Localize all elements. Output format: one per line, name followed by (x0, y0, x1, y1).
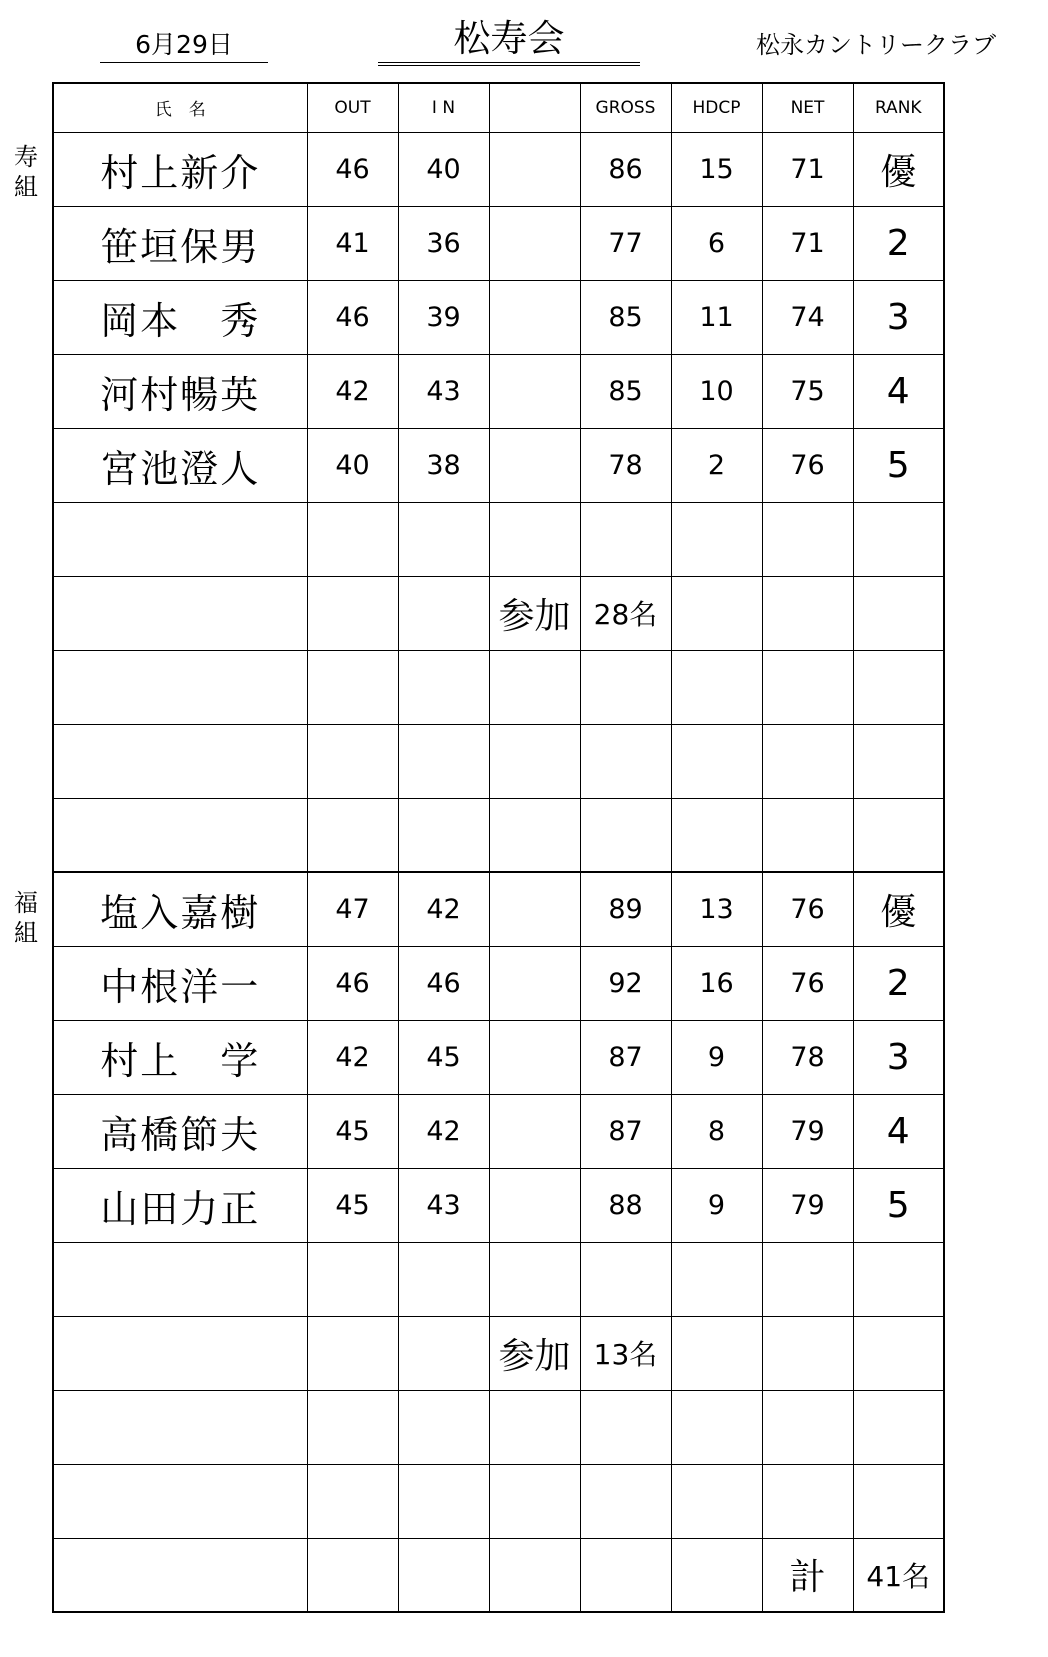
extra-cell (489, 1168, 580, 1242)
in-score (398, 724, 489, 798)
net-score (762, 1316, 853, 1390)
player-name (53, 724, 307, 798)
gross-score: 87 (580, 1094, 671, 1168)
net-score (762, 724, 853, 798)
extra-cell (489, 1464, 580, 1538)
total-label: 計 (762, 1538, 853, 1612)
table-row (53, 206, 944, 280)
extra-cell (489, 1242, 580, 1316)
name-header: 氏 名 (53, 83, 307, 132)
hdcp-value: 11 (671, 280, 762, 354)
extra-cell (489, 650, 580, 724)
club-name: 松永カントリークラブ (756, 31, 996, 59)
rank-value: 優 (853, 872, 944, 946)
out-score: 47 (307, 872, 398, 946)
table-row (53, 576, 944, 650)
hdcp-header: HDCP (671, 83, 762, 132)
out-score (307, 1316, 398, 1390)
out-score (307, 650, 398, 724)
in-header: I N (398, 83, 489, 132)
extra-cell (489, 132, 580, 206)
table-row (53, 1020, 944, 1094)
out-score: 46 (307, 132, 398, 206)
net-score (762, 502, 853, 576)
out-score (307, 1242, 398, 1316)
hdcp-value: 2 (671, 428, 762, 502)
group-label-kotobuki: 寿組 (14, 143, 38, 201)
net-score (762, 1242, 853, 1316)
participant-count: 13名 (580, 1316, 671, 1390)
net-score: 71 (762, 132, 853, 206)
hdcp-value: 6 (671, 206, 762, 280)
in-score (398, 650, 489, 724)
page-title: 松寿会 (378, 14, 640, 66)
blank-header (489, 83, 580, 132)
rank-value (853, 1316, 944, 1390)
rank-value: 4 (853, 1094, 944, 1168)
player-name (53, 1242, 307, 1316)
rank-value (853, 1390, 944, 1464)
hdcp-value (671, 724, 762, 798)
gross-score: 88 (580, 1168, 671, 1242)
rank-value: 4 (853, 354, 944, 428)
out-score (307, 1464, 398, 1538)
hdcp-value (671, 1538, 762, 1612)
extra-cell (489, 502, 580, 576)
gross-score (580, 1464, 671, 1538)
gross-score (580, 502, 671, 576)
in-score: 42 (398, 872, 489, 946)
out-score (307, 502, 398, 576)
score-table (52, 82, 945, 1613)
net-score (762, 798, 853, 872)
in-score: 43 (398, 354, 489, 428)
gross-score (580, 724, 671, 798)
player-name: 村上新介 (53, 132, 307, 206)
gross-score (580, 798, 671, 872)
rank-value: 2 (853, 946, 944, 1020)
rank-value (853, 576, 944, 650)
table-row (53, 428, 944, 502)
table-row (53, 132, 944, 206)
out-score: 46 (307, 946, 398, 1020)
extra-cell (489, 280, 580, 354)
in-score: 36 (398, 206, 489, 280)
out-score: 46 (307, 280, 398, 354)
in-score: 43 (398, 1168, 489, 1242)
hdcp-value (671, 502, 762, 576)
in-score (398, 1242, 489, 1316)
table-row (53, 872, 944, 946)
player-name: 高橋節夫 (53, 1094, 307, 1168)
player-name (53, 1538, 307, 1612)
extra-cell (489, 428, 580, 502)
gross-score: 78 (580, 428, 671, 502)
extra-cell (489, 798, 580, 872)
player-name: 岡本 秀 (53, 280, 307, 354)
out-score (307, 1390, 398, 1464)
gross-score: 85 (580, 354, 671, 428)
player-name: 笹垣保男 (53, 206, 307, 280)
extra-cell (489, 946, 580, 1020)
extra-cell (489, 872, 580, 946)
gross-score: 87 (580, 1020, 671, 1094)
in-score (398, 1538, 489, 1612)
hdcp-value (671, 798, 762, 872)
rank-header: RANK (853, 83, 944, 132)
gross-header: GROSS (580, 83, 671, 132)
net-header: NET (762, 83, 853, 132)
gross-score (580, 1242, 671, 1316)
hdcp-value (671, 1316, 762, 1390)
table-header-row (53, 83, 944, 132)
rank-value: 3 (853, 280, 944, 354)
out-score: 45 (307, 1094, 398, 1168)
rank-value: 3 (853, 1020, 944, 1094)
gross-score (580, 1390, 671, 1464)
table-row (53, 354, 944, 428)
participant-count: 28名 (580, 576, 671, 650)
net-score: 79 (762, 1168, 853, 1242)
extra-cell (489, 206, 580, 280)
gross-score: 77 (580, 206, 671, 280)
out-score: 41 (307, 206, 398, 280)
player-name (53, 502, 307, 576)
table-row (53, 1316, 944, 1390)
participant-label: 参加 (489, 1316, 580, 1390)
player-name (53, 1390, 307, 1464)
hdcp-value: 9 (671, 1168, 762, 1242)
table-row (53, 1538, 944, 1612)
in-score: 42 (398, 1094, 489, 1168)
net-score: 79 (762, 1094, 853, 1168)
out-header: OUT (307, 83, 398, 132)
player-name: 宮池澄人 (53, 428, 307, 502)
player-name (53, 798, 307, 872)
in-score (398, 1464, 489, 1538)
in-score (398, 576, 489, 650)
rank-value: 5 (853, 428, 944, 502)
rank-value: 5 (853, 1168, 944, 1242)
net-score (762, 650, 853, 724)
extra-cell (489, 724, 580, 798)
hdcp-value: 10 (671, 354, 762, 428)
in-score (398, 798, 489, 872)
out-score (307, 576, 398, 650)
event-date: 6月29日 (100, 28, 268, 63)
in-score: 40 (398, 132, 489, 206)
hdcp-value: 9 (671, 1020, 762, 1094)
net-score: 76 (762, 428, 853, 502)
net-score: 76 (762, 872, 853, 946)
table-row (53, 280, 944, 354)
rank-value (853, 1464, 944, 1538)
out-score (307, 724, 398, 798)
rank-value: 優 (853, 132, 944, 206)
hdcp-value (671, 1242, 762, 1316)
in-score: 45 (398, 1020, 489, 1094)
player-name: 中根洋一 (53, 946, 307, 1020)
player-name (53, 1316, 307, 1390)
rank-value (853, 1242, 944, 1316)
out-score: 45 (307, 1168, 398, 1242)
net-score (762, 1464, 853, 1538)
table-row (53, 650, 944, 724)
net-score: 71 (762, 206, 853, 280)
in-score: 38 (398, 428, 489, 502)
gross-score: 86 (580, 132, 671, 206)
player-name (53, 650, 307, 724)
out-score: 42 (307, 1020, 398, 1094)
table-row (53, 724, 944, 798)
out-score: 40 (307, 428, 398, 502)
in-score (398, 1316, 489, 1390)
player-name: 塩入嘉樹 (53, 872, 307, 946)
extra-cell (489, 1020, 580, 1094)
net-score: 75 (762, 354, 853, 428)
rank-value (853, 724, 944, 798)
total-count: 41名 (853, 1538, 944, 1612)
out-score (307, 798, 398, 872)
table-row (53, 946, 944, 1020)
table-row (53, 502, 944, 576)
rank-value: 2 (853, 206, 944, 280)
hdcp-value: 16 (671, 946, 762, 1020)
player-name: 河村暢英 (53, 354, 307, 428)
hdcp-value: 15 (671, 132, 762, 206)
rank-value (853, 502, 944, 576)
table-row (53, 1242, 944, 1316)
net-score (762, 576, 853, 650)
table-row (53, 1464, 944, 1538)
extra-cell (489, 1094, 580, 1168)
table-row (53, 1168, 944, 1242)
hdcp-value (671, 1390, 762, 1464)
gross-score (580, 1538, 671, 1612)
player-name: 村上 学 (53, 1020, 307, 1094)
hdcp-value (671, 650, 762, 724)
player-name (53, 1464, 307, 1538)
group-label-fuku: 福組 (14, 889, 38, 947)
out-score: 42 (307, 354, 398, 428)
in-score (398, 1390, 489, 1464)
extra-cell (489, 1390, 580, 1464)
player-name: 山田力正 (53, 1168, 307, 1242)
gross-score: 85 (580, 280, 671, 354)
rank-value (853, 650, 944, 724)
out-score (307, 1538, 398, 1612)
gross-score (580, 650, 671, 724)
in-score: 46 (398, 946, 489, 1020)
gross-score: 89 (580, 872, 671, 946)
table-row (53, 1390, 944, 1464)
participant-label: 参加 (489, 576, 580, 650)
hdcp-value (671, 576, 762, 650)
net-score (762, 1390, 853, 1464)
extra-cell (489, 354, 580, 428)
gross-score: 92 (580, 946, 671, 1020)
rank-value (853, 798, 944, 872)
table-row (53, 798, 944, 872)
hdcp-value: 8 (671, 1094, 762, 1168)
in-score: 39 (398, 280, 489, 354)
table-row (53, 1094, 944, 1168)
player-name (53, 576, 307, 650)
net-score: 74 (762, 280, 853, 354)
hdcp-value (671, 1464, 762, 1538)
hdcp-value: 13 (671, 872, 762, 946)
net-score: 78 (762, 1020, 853, 1094)
net-score: 76 (762, 946, 853, 1020)
in-score (398, 502, 489, 576)
extra-cell (489, 1538, 580, 1612)
